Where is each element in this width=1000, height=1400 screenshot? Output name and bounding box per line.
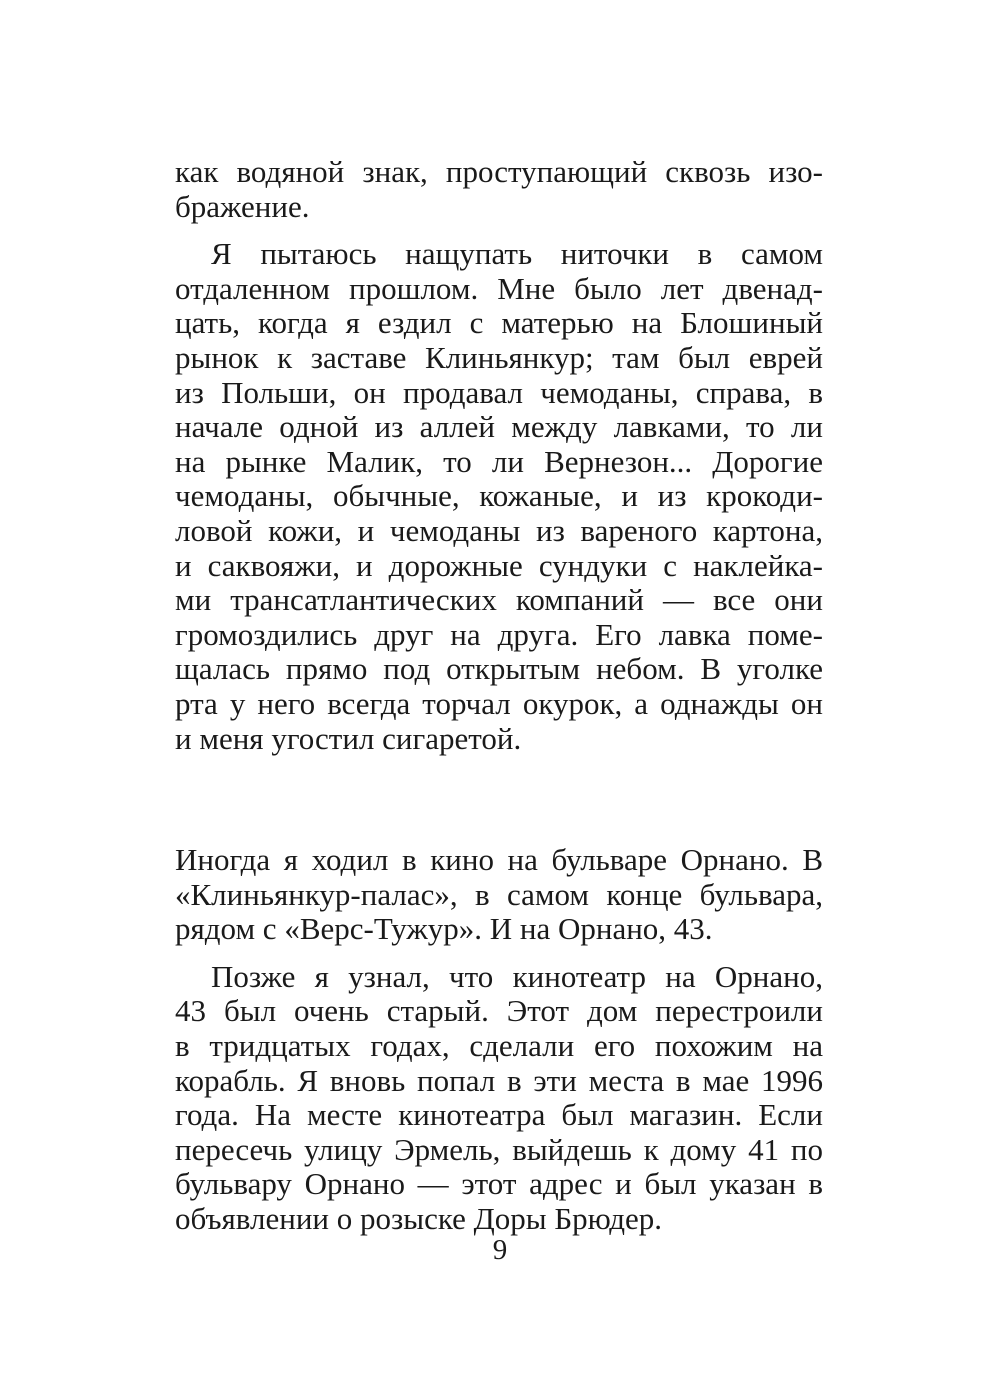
text-line: пересечь улицу Эрмель, выйдешь к дому 41 по [175,1131,823,1167]
paragraph-cinema [175,843,823,947]
text-line: ловой кожи, и чемоданы из вареного картона, [175,512,823,548]
section-2 [175,843,823,1237]
page-number: 9 [492,1234,508,1266]
section-gap [175,756,823,843]
paragraph-watermark [175,155,823,224]
text-line: рынок к заставе Клиньянкур; там был еврей [175,339,823,375]
text-line: рта у него всегда торчал окурок, а однажды он [175,685,823,721]
text-line: года. На месте кинотеатра был магазин. Если [175,1097,823,1133]
text-line: громоздились друг на друга. Его лавка поме- [175,616,823,652]
text-line: Позже я узнал, что кинотеатр на Орнано, [211,958,823,994]
text-line: отдаленном прошлом. Мне было лет двенад- [175,270,823,306]
text-line: бражение. [175,188,310,224]
text-line: корабль. Я вновь попал в эти места в мае 1996 [175,1062,823,1098]
paragraph-gap [175,947,823,960]
paragraph-ornano [175,960,823,1237]
text-line: как водяной знак, проступающий сквозь изо- [175,154,823,189]
text-line: начале одной из аллей между лавками, то ли [175,409,823,445]
text-line: Я пытаюсь нащупать ниточки в самом [211,236,823,272]
page-body [175,155,823,1237]
text-line: «Клиньянкур-палас», в самом конце бульвара, [175,876,823,912]
text-line: ми трансатлантических компаний — все они [175,582,823,618]
text-line: чемоданы, обычные, кожаные, и из крокоди- [175,478,823,514]
text-line: щалась прямо под открытым небом. В уголке [175,651,823,687]
text-line: в тридцатых годах, сделали его похожим на [175,1028,823,1064]
text-line: 43 был очень старый. Этот дом перестроили [175,993,823,1029]
text-line: цать, когда я ездил с матерью на Блошиный [175,305,823,341]
text-line: объявлении о розыске Доры Брюдер. [175,1201,663,1237]
text-line: и меня угостил сигаретой. [175,720,522,756]
text-line: бульвару Орнано — этот адрес и был указан в [175,1166,823,1202]
paragraph-flea-market [175,237,823,756]
section-1 [175,155,823,756]
text-line: из Польши, он продавал чемоданы, справа, в [175,374,823,410]
text-line: на рынке Малик, то ли Вернезон... Дорогие [175,443,823,479]
text-line: и саквояжи, и дорожные сундуки с наклейка- [175,547,823,583]
text-line: рядом с «Верс-Тужур». И на Орнано, 43. [175,911,713,947]
text-line: Иногда я ходил в кино на бульваре Орнано. В [175,842,823,878]
